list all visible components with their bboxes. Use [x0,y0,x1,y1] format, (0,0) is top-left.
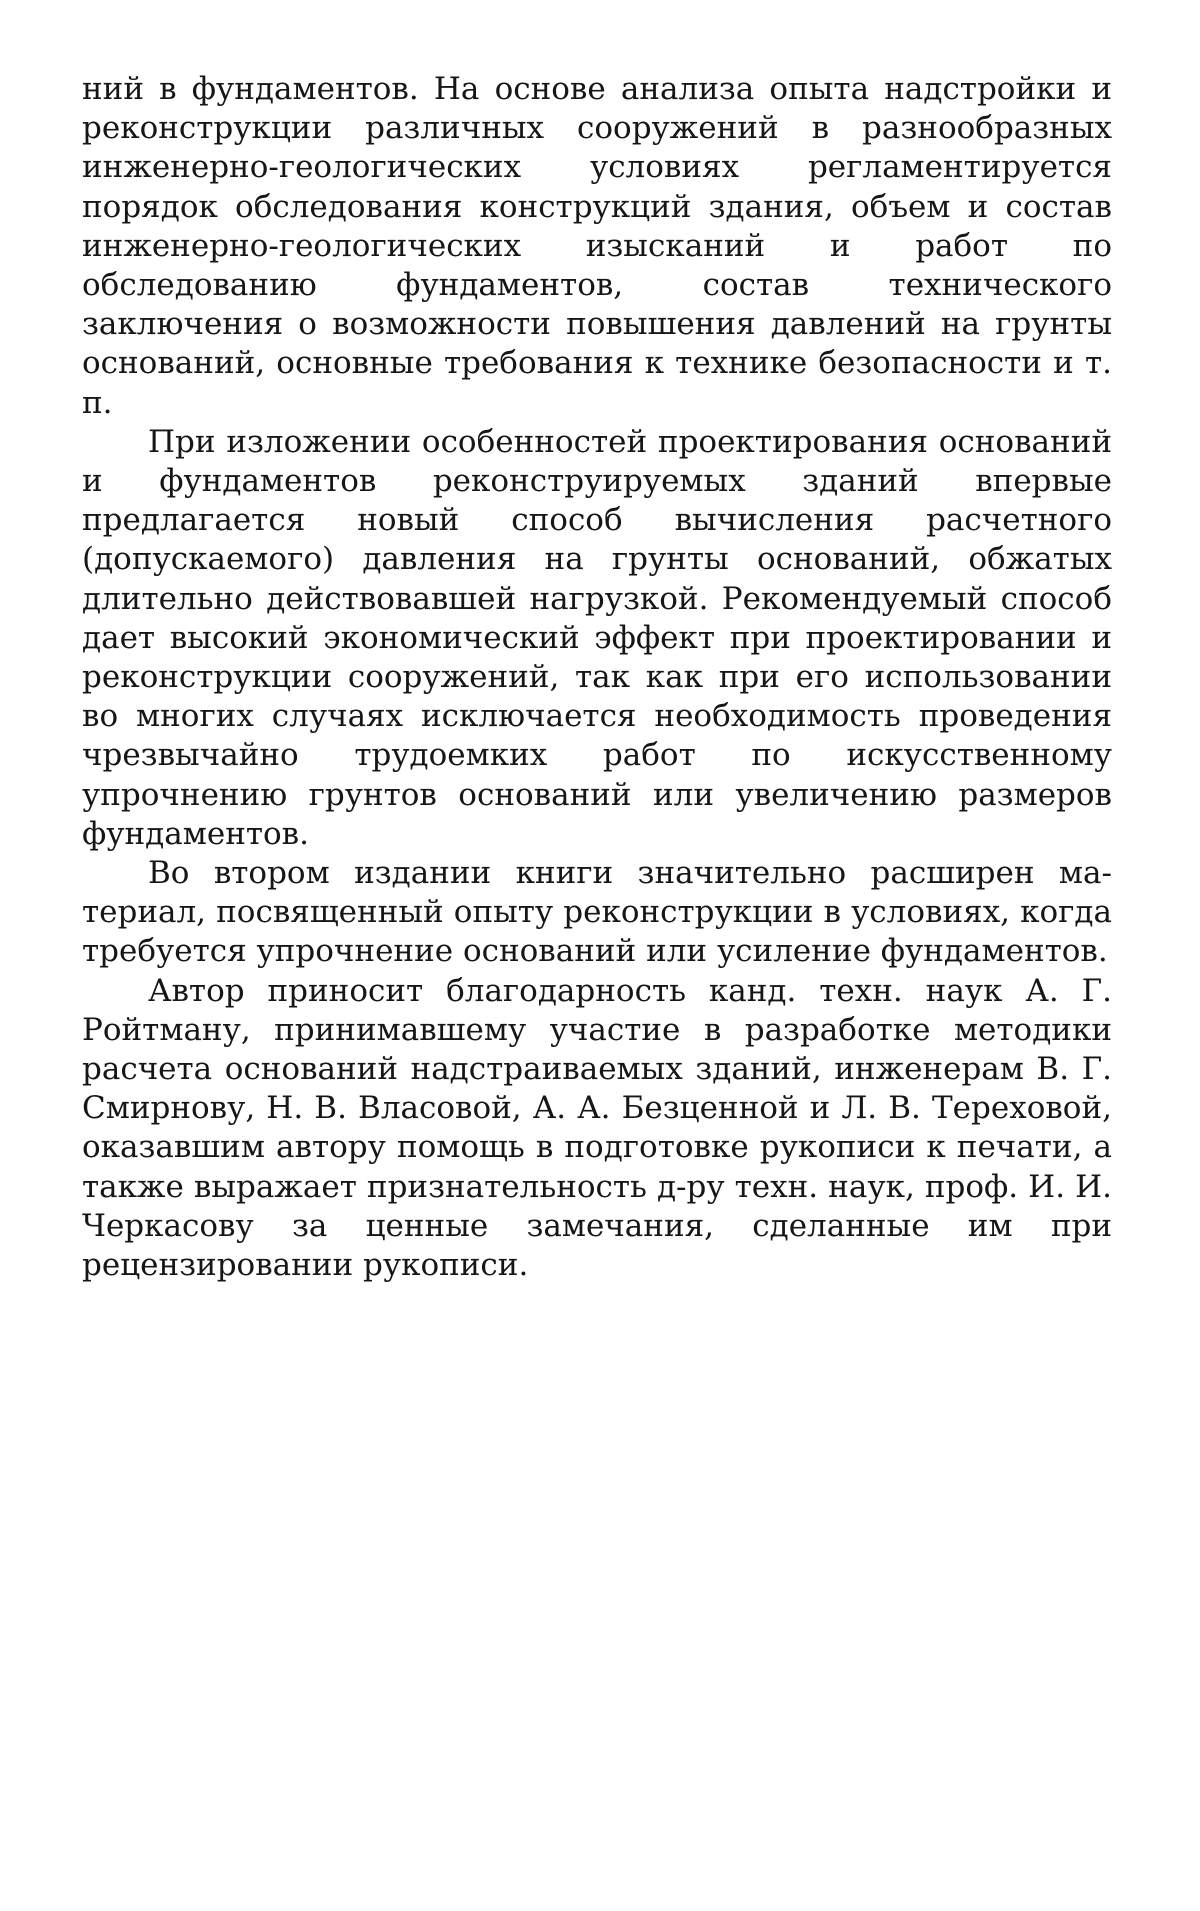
page-text [82,70,1112,1285]
paragraph-1: ний в фундаментов. На основе анализа опыта надстройки и реконструкции различных сооружений в разнообразных инженерно-геологических условиях регламентируется порядок обследования конструкций здания, объем и состав инженерно-геологических изысканий и работ по обследованию фундаментов, состав технического заключения о возможности повышения давлений на грунты оснований, основные требования к технике безопасности и т. п. [82,71,1112,421]
paragraph-3: Во втором издании книги значительно расширен материал, посвященный опыту реконструкции в условиях, когда требуется упрочнение оснований или усиление фундаментов. [82,855,1112,970]
paragraph-4: Автор приносит благодарность канд. техн. наук А. Г. Ройтману, принимавшему участие в разработке методики расчета оснований надстраиваемых зданий, инженерам В. Г. Смирнову, Н. В. Власовой, А. А. Безценной и Л. В. Тереховой, оказавшим автору помощь в подготовке рукописи к печати, а также выражает признательность д-ру техн. наук, проф. И. И. Черкасову за ценные замечания, сделанные им при рецензировании рукописи. [82,972,1112,1284]
paragraph-2: При изложении особенностей проектирования оснований и фундаментов реконструируемых зданий впервые предлагается новый способ вычисления расчетного (допускаемого) давления на грунты оснований, обжатых длительно действовавшей нагрузкой. Рекомендуемый способ дает высокий экономический эффект при проектировании и реконструкции сооружений, так как при его использовании во многих случаях исключается необходимость проведения чрезвычайно трудоемких работ по искусственному упрочнению грунтов оснований или увеличению размеров фундаментов. [82,423,1112,852]
